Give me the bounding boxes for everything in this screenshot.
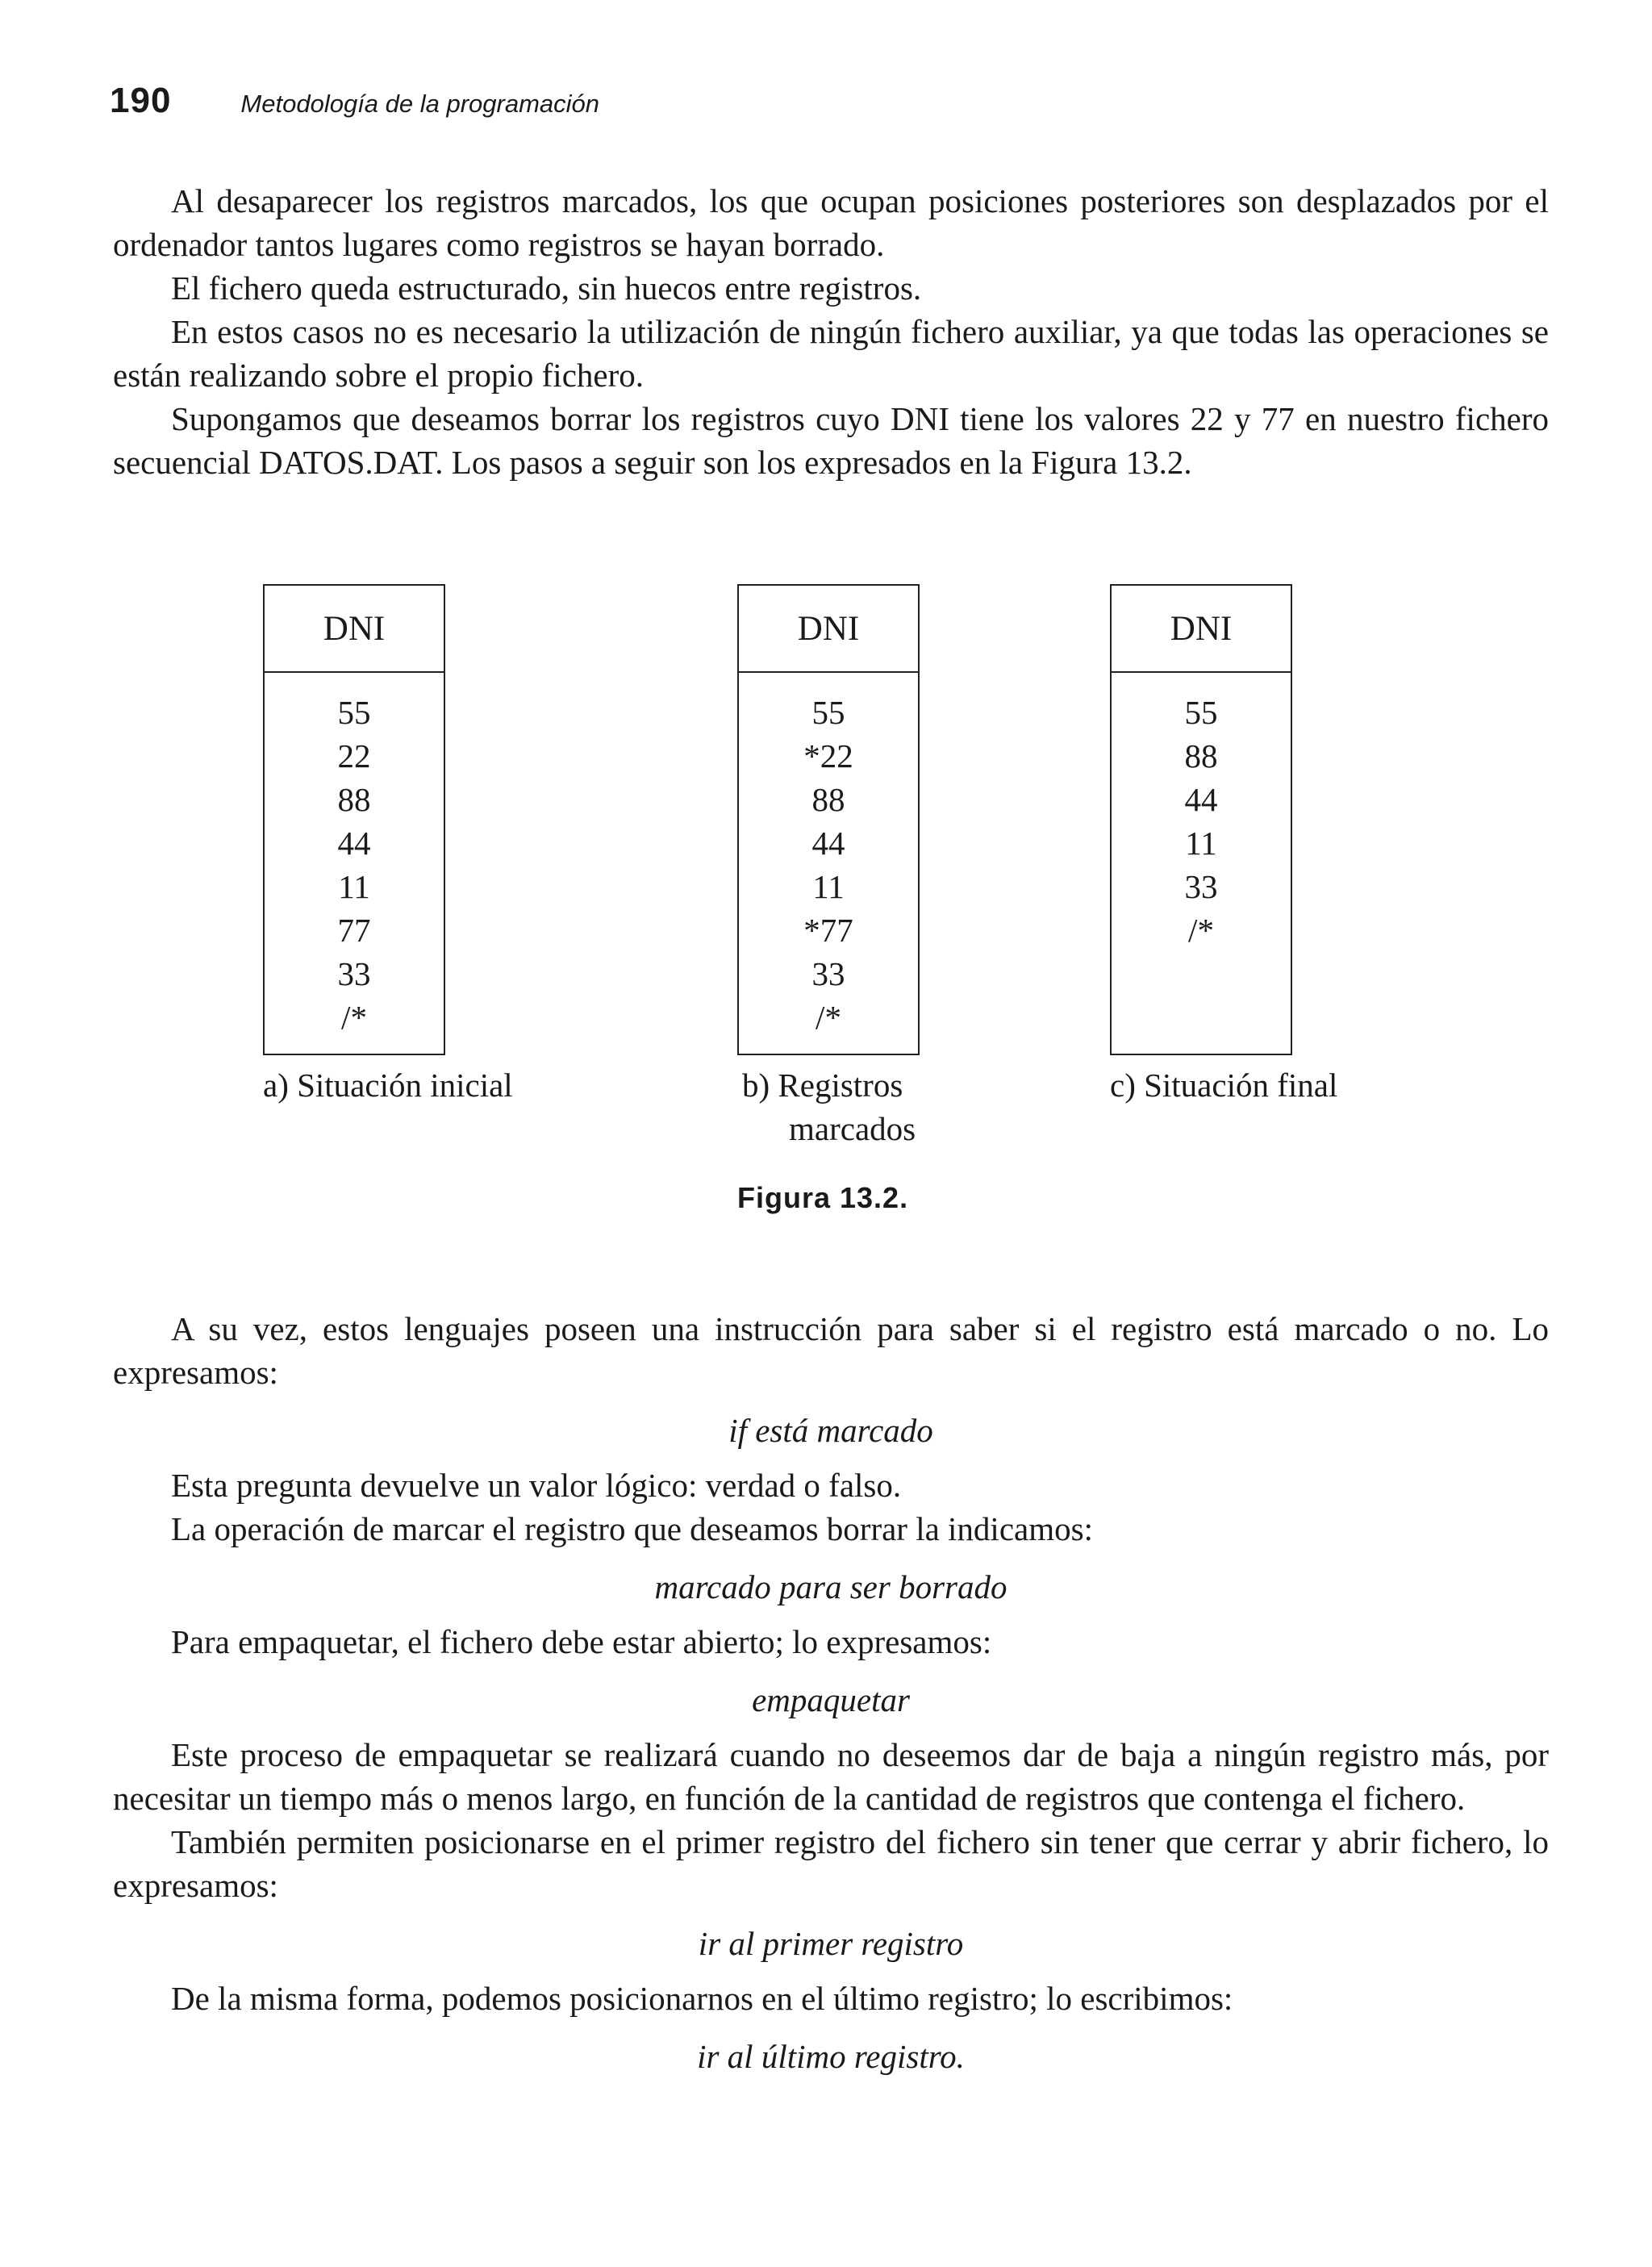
paragraph: Para empaquetar, el fichero debe estar abierto; lo expresamos: (171, 1623, 992, 1660)
table-header: DNI (265, 586, 444, 673)
table-cell: 88 (1184, 737, 1218, 774)
paragraph: También permiten posicionarse en el primer registro del fichero sin tener que cerrar y abrir fichero, lo expresamos: (113, 1823, 1549, 1904)
paragraph: A su vez, estos lenguajes poseen una instrucción para saber si el registro está marcado o no. Lo expresamos: (113, 1310, 1549, 1391)
formula: if está marcado (728, 1412, 933, 1449)
caption-line: b) Registros (742, 1067, 903, 1104)
table-cell: 77 (337, 912, 371, 949)
table-cell: 88 (811, 781, 845, 818)
table-cell: 88 (337, 781, 371, 818)
paragraph: Supongamos que deseamos borrar los registros cuyo DNI tiene los valores 22 y 77 en nuestro fichero secuencial DATOS.DAT. Los pasos a seguir son los expresados en la Figura 13.2. (113, 400, 1549, 481)
table-cell: 44 (1184, 781, 1218, 818)
figure-13-2 (0, 579, 1652, 1225)
caption-marked (742, 1063, 916, 1150)
lower-text (113, 1307, 1549, 2090)
intro-text (113, 179, 1549, 484)
page-header (110, 81, 1546, 129)
table-cell: 44 (337, 825, 371, 862)
table-cell: 33 (337, 955, 371, 992)
table-header: DNI (739, 586, 918, 673)
paragraph: En estos casos no es necesario la utilización de ningún fichero auxiliar, ya que todas las operaciones se están realizando sobre el propio fichero. (113, 313, 1549, 394)
formula: ir al último registro. (697, 2038, 965, 2075)
table-cell: 33 (1184, 868, 1218, 905)
caption-final: c) Situación final (1110, 1067, 1338, 1104)
table-cell: 55 (1184, 694, 1218, 731)
dni-table-initial (263, 584, 445, 1055)
page-number: 190 (110, 81, 172, 120)
table-cell: 11 (338, 868, 370, 905)
paragraph: De la misma forma, podemos posicionarnos en el último registro; lo escribimos: (171, 1980, 1233, 2017)
dni-table-final (1110, 584, 1292, 1055)
table-cell: *22 (803, 737, 853, 774)
table-cell: 55 (811, 694, 845, 731)
table-cell: 11 (1185, 825, 1217, 862)
formula: empaquetar (752, 1681, 910, 1718)
table-cell: /* (1188, 912, 1214, 949)
paragraph: Este proceso de empaquetar se realizará cuando no deseemos dar de baja a ningún registro más, por necesitar un tiempo más o menos largo, en función de la cantidad de registros que contenga el fichero. (113, 1736, 1549, 1817)
running-title: Metodología de la programación (240, 90, 600, 118)
table-cell: 22 (337, 737, 371, 774)
paragraph: Esta pregunta devuelve un valor lógico: verdad o falso. (171, 1467, 902, 1504)
table-cell: 44 (811, 825, 845, 862)
paragraph: El fichero queda estructurado, sin huecos entre registros. (171, 269, 922, 307)
formula: ir al primer registro (698, 1925, 964, 1962)
paragraph: Al desaparecer los registros marcados, los que ocupan posiciones posteriores son desplazados por el ordenador tantos lugares como registros se hayan borrado. (113, 182, 1549, 263)
dni-table-marked (737, 584, 920, 1055)
caption-initial: a) Situación inicial (263, 1067, 513, 1104)
figure-label: Figura 13.2. (737, 1181, 909, 1214)
table-header: DNI (1112, 586, 1291, 673)
table-cell: 33 (811, 955, 845, 992)
table-cell: *77 (803, 912, 853, 949)
formula: marcado para ser borrado (654, 1568, 1007, 1605)
paragraph: La operación de marcar el registro que deseamos borrar la indicamos: (171, 1510, 1093, 1547)
table-cell: 11 (812, 868, 845, 905)
table-cell: /* (341, 999, 367, 1036)
table-cell: 55 (337, 694, 371, 731)
caption-line: marcados (789, 1110, 916, 1147)
table-cell: /* (816, 999, 841, 1036)
